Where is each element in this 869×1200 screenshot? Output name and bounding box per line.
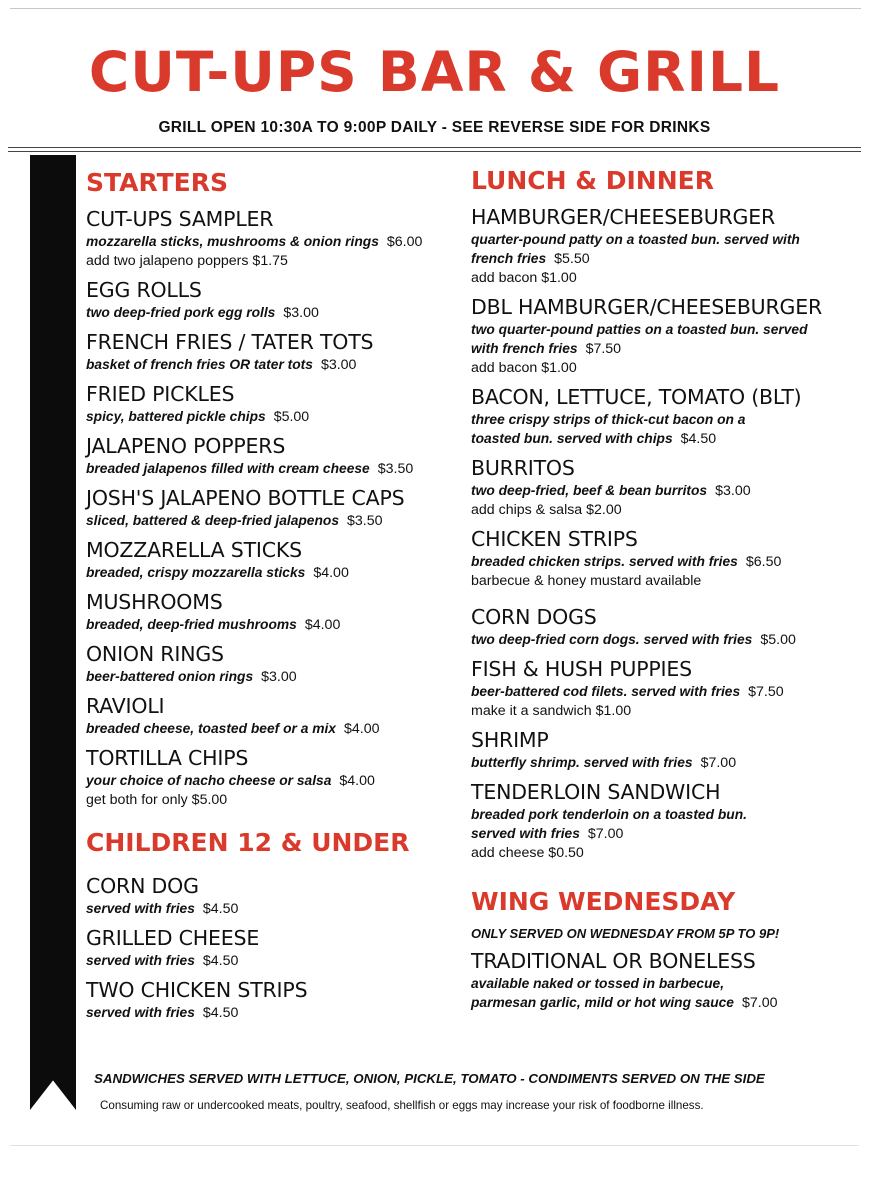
- item-description: with french fries $7.50: [471, 341, 622, 357]
- item-description: mozzarella sticks, mushrooms & onion rings $6.00: [86, 234, 423, 250]
- item-name: CHICKEN STRIPS: [471, 527, 638, 551]
- item-price: $4.00: [313, 565, 349, 581]
- item-name: FISH & HUSH PUPPIES: [471, 657, 692, 681]
- header-divider-top: [8, 147, 861, 148]
- hours-subtitle: GRILL OPEN 10:30A TO 9:00P DAILY - SEE REVERSE SIDE FOR DRINKS: [158, 119, 711, 136]
- item-name: FRIED PICKLES: [86, 382, 235, 406]
- item-addon: barbecue & honey mustard available: [471, 573, 702, 589]
- item-description: two deep-fried pork egg rolls $3.00: [86, 305, 319, 321]
- item-price: $6.00: [386, 234, 423, 250]
- item-price: $4.00: [339, 773, 375, 789]
- item-description: french fries $5.50: [471, 251, 590, 267]
- item-price: $5.50: [554, 251, 590, 267]
- bottom-border: [10, 1145, 859, 1146]
- menu-item: [471, 657, 856, 721]
- menu-item: [86, 434, 466, 479]
- item-price: $4.00: [343, 721, 380, 737]
- item-description: breaded chicken strips. served with fries $6.50: [471, 554, 782, 570]
- menu-item: [86, 874, 466, 919]
- menu-item: [471, 456, 856, 520]
- item-description: two deep-fried corn dogs. served with fries $5.00: [471, 632, 796, 648]
- menu-item: [471, 205, 856, 288]
- menu-item: [471, 728, 856, 773]
- item-price: $3.00: [320, 357, 357, 373]
- top-border: [10, 8, 861, 9]
- item-price: $6.50: [745, 554, 782, 570]
- item-price: $3.00: [283, 305, 319, 321]
- item-description: breaded, deep-fried mushrooms $4.00: [86, 617, 341, 633]
- item-name: CORN DOGS: [471, 605, 597, 629]
- item-addon: make it a sandwich $1.00: [471, 703, 632, 719]
- item-price: $7.50: [585, 341, 622, 357]
- item-name: TORTILLA CHIPS: [86, 746, 249, 770]
- item-description: basket of french fries OR tater tots $3.00: [86, 357, 357, 373]
- menu-item: [86, 207, 466, 271]
- menu-item: [471, 605, 856, 650]
- menu-item: [471, 295, 856, 378]
- item-name: TRADITIONAL OR BONELESS: [471, 949, 756, 973]
- item-description: parmesan garlic, mild or hot wing sauce $7.00: [471, 995, 778, 1011]
- item-price: $5.00: [760, 632, 796, 648]
- item-description: toasted bun. served with chips $4.50: [471, 431, 717, 447]
- item-name: BACON, LETTUCE, TOMATO (BLT): [471, 385, 802, 409]
- section-title-starters: STARTERS: [86, 168, 228, 197]
- item-description: served with fries $4.50: [86, 1005, 239, 1021]
- item-name: RAVIOLI: [86, 694, 165, 718]
- item-name: MUSHROOMS: [86, 590, 223, 614]
- menu-item: [86, 382, 466, 427]
- item-price: $3.50: [377, 461, 414, 477]
- section-title-children: CHILDREN 12 & UNDER: [86, 828, 410, 857]
- item-price: $7.00: [741, 995, 778, 1011]
- item-name: DBL HAMBURGER/CHEESEBURGER: [471, 295, 823, 319]
- menu-item: [86, 330, 466, 375]
- item-addon: get both for only $5.00: [86, 792, 228, 808]
- item-price: $3.00: [261, 669, 297, 685]
- item-name: BURRITOS: [471, 456, 575, 480]
- item-description: butterfly shrimp. served with fries $7.00: [471, 755, 737, 771]
- item-description: served with fries $7.00: [471, 826, 624, 842]
- menu-item: [86, 278, 466, 323]
- item-description: breaded cheese, toasted beef or a mix $4.00: [86, 721, 380, 737]
- menu-item: [471, 949, 856, 1013]
- item-description: two quarter-pound patties on a toasted bun. served: [471, 322, 808, 337]
- right-column: [471, 164, 856, 1013]
- item-description: beer-battered cod filets. served with fries $7.50: [471, 684, 784, 700]
- menu-item: [471, 527, 856, 591]
- item-name: CORN DOG: [86, 874, 199, 898]
- item-name: CUT-UPS SAMPLER: [86, 207, 274, 231]
- left-column: [86, 166, 466, 1023]
- item-description: sliced, battered & deep-fried jalapenos $3.50: [86, 513, 383, 529]
- menu-item: [86, 694, 466, 739]
- item-price: $3.50: [347, 513, 383, 529]
- sandwich-note: SANDWICHES SERVED WITH LETTUCE, ONION, PICKLE, TOMATO - CONDIMENTS SERVED ON THE SIDE: [94, 1071, 765, 1086]
- item-name: TENDERLOIN SANDWICH: [471, 780, 721, 804]
- item-price: $4.00: [304, 617, 341, 633]
- menu-item: [471, 780, 856, 863]
- section-title-lunch-dinner: LUNCH & DINNER: [471, 166, 714, 195]
- menu-item: [86, 746, 466, 810]
- item-addon: add bacon $1.00: [471, 360, 577, 376]
- item-addon: add bacon $1.00: [471, 270, 577, 286]
- menu-item: [86, 978, 466, 1023]
- item-price: $4.50: [680, 431, 717, 447]
- item-description: breaded, crispy mozzarella sticks $4.00: [86, 565, 349, 581]
- item-name: FRENCH FRIES / TATER TOTS: [86, 330, 374, 354]
- item-price: $3.00: [715, 483, 751, 499]
- ribbon-banner: [30, 155, 76, 1110]
- item-description: spicy, battered pickle chips $5.00: [86, 409, 310, 425]
- item-description: available naked or tossed in barbecue,: [471, 976, 725, 991]
- item-name: EGG ROLLS: [86, 278, 202, 302]
- wing-wednesday-note: ONLY SERVED ON WEDNESDAY FROM 5P TO 9P!: [471, 926, 780, 941]
- item-name: HAMBURGER/CHEESEBURGER: [471, 205, 776, 229]
- header-divider-bottom: [8, 151, 861, 152]
- menu-item: [86, 538, 466, 583]
- item-name: MOZZARELLA STICKS: [86, 538, 302, 562]
- item-description: breaded pork tenderloin on a toasted bun.: [471, 807, 747, 822]
- item-price: $4.50: [202, 953, 239, 969]
- item-description: breaded jalapenos filled with cream cheese $3.50: [86, 461, 414, 477]
- item-name: JOSH'S JALAPENO BOTTLE CAPS: [86, 486, 405, 510]
- menu-item: [86, 926, 466, 971]
- item-price: $4.50: [202, 901, 239, 917]
- item-name: GRILLED CHEESE: [86, 926, 260, 950]
- menu-item: [86, 590, 466, 635]
- item-price: $5.00: [273, 409, 310, 425]
- item-price: $7.00: [587, 826, 624, 842]
- health-disclaimer: Consuming raw or undercooked meats, poultry, seafood, shellfish or eggs may increase your risk of foodborne illness.: [100, 1099, 704, 1112]
- item-price: $7.50: [748, 684, 784, 700]
- item-description: served with fries $4.50: [86, 953, 239, 969]
- item-description: your choice of nacho cheese or salsa $4.00: [86, 773, 375, 789]
- item-description: beer-battered onion rings $3.00: [86, 669, 297, 685]
- item-description: two deep-fried, beef & bean burritos $3.00: [471, 483, 751, 499]
- item-name: TWO CHICKEN STRIPS: [86, 978, 308, 1002]
- menu-item: [471, 385, 856, 449]
- item-description: served with fries $4.50: [86, 901, 239, 917]
- item-description: quarter-pound patty on a toasted bun. served with: [471, 232, 800, 247]
- restaurant-title: CUT-UPS BAR & GRILL: [88, 40, 781, 104]
- item-name: JALAPENO POPPERS: [86, 434, 286, 458]
- item-name: ONION RINGS: [86, 642, 224, 666]
- item-name: SHRIMP: [471, 728, 549, 752]
- item-price: $7.00: [700, 755, 737, 771]
- item-description: three crispy strips of thick-cut bacon on a: [471, 412, 746, 427]
- section-title-wing-wednesday: WING WEDNESDAY: [471, 887, 736, 916]
- item-addon: add cheese $0.50: [471, 845, 584, 861]
- menu-item: [86, 642, 466, 687]
- menu-item: [86, 486, 466, 531]
- item-price: $4.50: [202, 1005, 239, 1021]
- item-addon: add chips & salsa $2.00: [471, 502, 622, 518]
- item-addon: add two jalapeno poppers $1.75: [86, 253, 288, 269]
